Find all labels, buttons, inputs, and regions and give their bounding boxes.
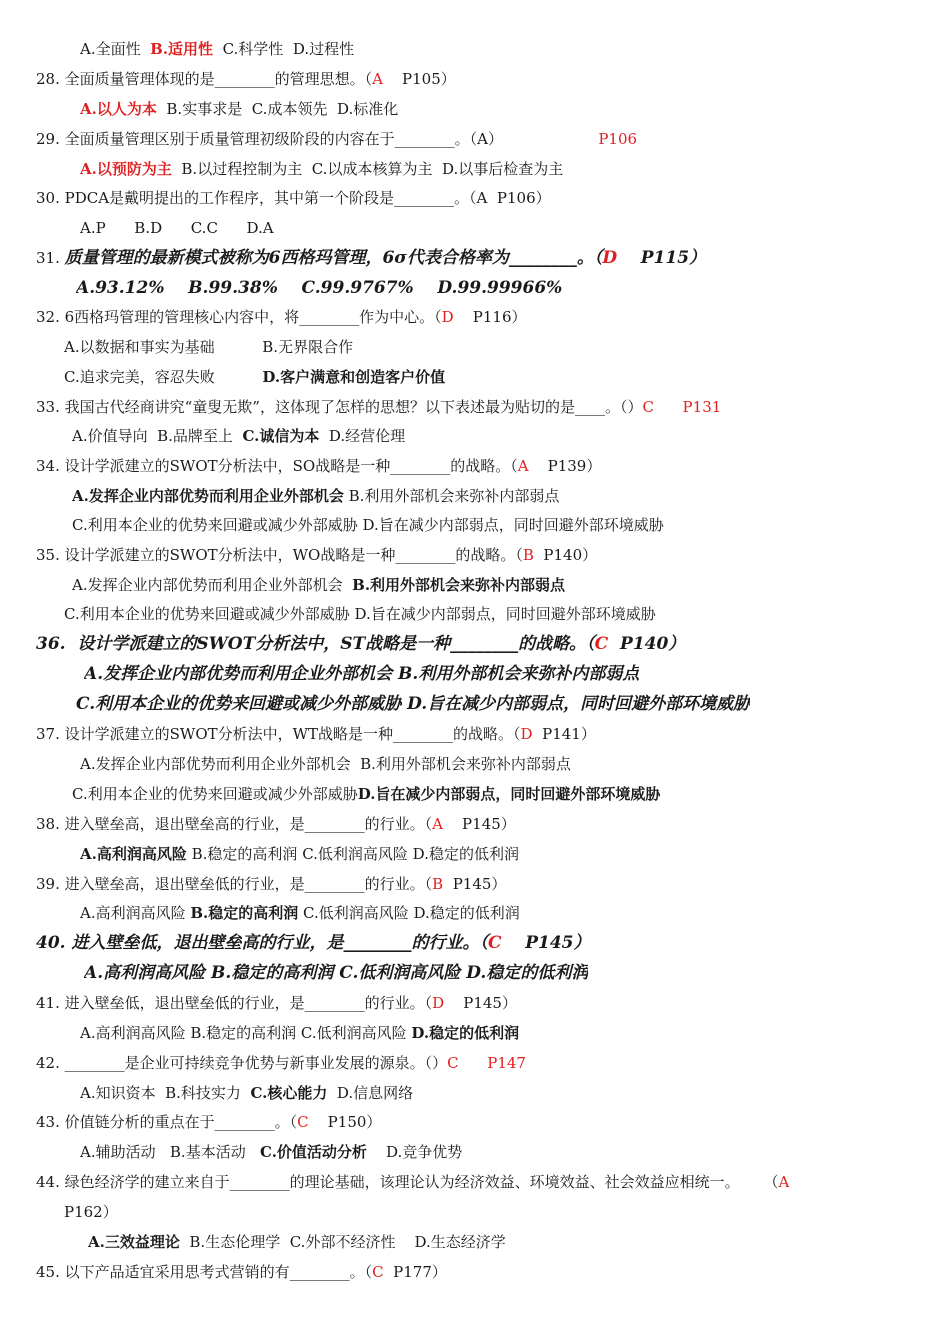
text-segment: A.高利润高风险 [80,845,187,863]
text-segment: A.发挥企业内部优势而利用企业外部机会 B.利用外部机会来弥补内部弱点 [80,755,571,773]
text-segment: A.高利润高风险 B.稳定的高利润 C.低利润高风险 D.稳定的低利润 [84,963,589,983]
text-segment: C P131 [642,398,722,416]
text-line [36,1257,447,1287]
text-line [72,779,660,809]
text-segment: A.发挥企业内部优势而利用企业外部机会 [72,576,353,594]
text-segment: 44. 绿色经济学的建立来自于________的理论基础，该理论认为经济效益、环境效益、社会效益应相统一。 （ [36,1173,779,1191]
text-segment: 36. 设计学派建立的SWOT分析法中，ST战略是一种________的战略。（ [36,634,595,654]
text-line [36,183,551,213]
text-line [36,451,601,481]
text-line [36,302,527,332]
text-segment: C.低利润高风险 D.稳定的低利润 [298,904,520,922]
text-segment: D [520,725,533,743]
text-segment: 33. 我国古代经商讲究“童叟无欺”，这体现了怎样的思想？以下表述最为贴切的是____。（） [36,398,643,416]
text-segment: A.以预防为主 [80,160,172,178]
text-segment: A.高利润高风险 B.稳定的高利润 C.低利润高风险 [80,1024,412,1042]
text-segment: C.利用本企业的优势来回避或减少外部威胁 [72,785,358,803]
text-line [80,213,274,243]
text-line [72,481,559,511]
text-line [76,689,750,719]
text-segment: C.利用本企业的优势来回避或减少外部威胁 D.旨在减少内部弱点，同时回避外部环境威胁 [76,694,751,714]
text-line [80,839,519,869]
text-segment: P177） [383,1263,447,1281]
text-segment: 30. PDCA是戴明提出的工作程序，其中第一个阶段是________。（A P106） [36,189,551,207]
text-line [64,1197,118,1227]
text-line [36,719,596,749]
text-line [76,273,562,303]
text-segment: P140） [608,634,686,654]
text-line [36,809,516,839]
text-segment: A.以人为本 [80,100,157,118]
text-line [84,958,588,988]
text-segment: 31. [36,249,65,267]
text-line [80,154,563,184]
text-segment: P162） [64,1203,118,1221]
text-segment: 40. 进入壁垒低，退出壁垒高的行业，是________的行业。（ [36,933,488,953]
text-segment: A [432,815,443,833]
text-segment: A.价值导向 B.品牌至上 [72,427,243,445]
text-segment: B.稳定的高利润 [190,904,299,922]
text-segment: 42. ________是企业可持续竞争优势与新事业发展的源泉。（） [36,1054,448,1072]
text-segment: C [297,1113,309,1131]
text-segment: C.核心能力 [250,1084,328,1102]
text-segment: B.适用性 [150,40,214,58]
text-line [36,64,456,94]
text-segment: C.诚信为本 [242,427,320,445]
text-segment: A [372,70,383,88]
text-segment: C.价值活动分析 [260,1143,367,1161]
text-segment: A.三效益理论 [88,1233,180,1251]
text-segment: P115） [617,248,707,268]
text-segment: D.旨在减少内部弱点，同时回避外部环境威胁 [357,785,661,803]
text-segment: 32. 6西格玛管理的管理核心内容中，将________作为中心。（ [36,308,442,326]
text-segment: P145） [443,875,507,893]
text-line [72,510,664,540]
text-line [36,1107,381,1137]
text-segment: 29. 全面质量管理区别于质量管理初级阶段的内容在于________。（A） [36,130,599,148]
text-segment: 45. 以下产品适宜采用思考式营销的有________。（ [36,1263,373,1281]
text-line [88,1227,506,1257]
text-segment: A.知识资本 B.科技实力 [80,1084,251,1102]
text-line [36,243,706,273]
text-segment: B.稳定的高利润 C.低利润高风险 D.稳定的低利润 [186,845,519,863]
text-segment: D.经营伦理 [319,427,406,445]
text-segment: P145） [501,933,591,953]
text-segment: D [432,994,445,1012]
text-line [36,392,721,422]
text-line [36,124,637,154]
text-segment: C [488,933,502,953]
text-segment: P141） [532,725,596,743]
text-segment: 37. 设计学派建立的SWOT分析法中，WT战略是一种________的战略。（ [36,725,521,743]
text-segment: 质量管理的最新模式被称为6西格玛管理，6σ代表合格率为________。（ [64,248,603,268]
text-segment: P116） [453,308,527,326]
text-segment: A.发挥企业内部优势而利用企业外部机会 [72,487,344,505]
text-segment: B.以过程控制为主 C.以成本核算为主 D.以事后检查为主 [171,160,564,178]
text-segment: C.科学性 D.过程性 [213,40,355,58]
text-segment: D.稳定的低利润 [411,1024,520,1042]
text-line [36,869,506,899]
text-line [64,362,445,392]
text-segment: P106 [598,130,638,148]
text-segment: B.利用外部机会来弥补内部弱点 [343,487,560,505]
text-line [72,570,565,600]
text-segment: C.利用本企业的优势来回避或减少外部威胁 D.旨在减少内部弱点，同时回避外部环境威胁 [72,516,664,534]
text-segment: C.追求完美，容忍失败 [64,368,263,386]
text-line [80,94,398,124]
text-segment: 35. 设计学派建立的SWOT分析法中，WO战略是一种________的战略。（ [36,546,523,564]
text-line [36,1167,789,1197]
text-line [80,1078,413,1108]
text-line [80,749,571,779]
text-segment: P105） [382,70,456,88]
text-segment: A.以数据和事实为基础 B.无界限合作 [64,338,354,356]
text-segment: B [432,875,444,893]
text-line [36,540,597,570]
text-segment: B.生态伦理学 C.外部不经济性 D.生态经济学 [179,1233,506,1251]
text-segment: P150） [308,1113,382,1131]
text-segment: 43. 价值链分析的重点在于________。（ [36,1113,298,1131]
text-segment: A [778,1173,790,1191]
text-segment: C [372,1263,384,1281]
text-segment: A.93.12% B.99.38% C.99.9767% D.99.99966% [76,278,563,298]
text-line [36,988,517,1018]
text-segment: D [441,308,454,326]
text-segment: P139） [528,457,602,475]
text-line [80,34,354,64]
text-line [36,1048,526,1078]
text-segment: D [602,248,618,268]
text-segment: A.P B.D C.C D.A [80,219,274,237]
text-segment: B [522,546,534,564]
text-segment: A [517,457,529,475]
text-line [84,659,639,689]
text-line [64,599,656,629]
text-segment: D.竞争优势 [366,1143,463,1161]
text-segment: C [594,634,609,654]
text-segment: A.高利润高风险 [80,904,191,922]
text-segment: B.实事求是 C.成本领先 D.标准化 [156,100,399,118]
text-segment: 28. 全面质量管理体现的是________的管理思想。（ [36,70,373,88]
text-line [64,332,353,362]
text-segment: D.客户满意和创造客户价值 [262,368,446,386]
text-line [36,629,685,659]
text-segment: 38. 进入壁垒高，退出壁垒高的行业，是________的行业。（ [36,815,433,833]
text-segment: B.利用外部机会来弥补内部弱点 [352,576,566,594]
text-segment: A.全面性 [80,40,151,58]
text-line [80,898,520,928]
text-line [36,928,590,958]
text-segment: P145） [444,994,517,1012]
text-segment: C.利用本企业的优势来回避或减少外部威胁 D.旨在减少内部弱点，同时回避外部环境威胁 [64,605,656,623]
text-line [80,1018,519,1048]
text-segment: 34. 设计学派建立的SWOT分析法中，SO战略是一种________的战略。（ [36,457,518,475]
text-segment: A.发挥企业内部优势而利用企业外部机会 B.利用外部机会来弥补内部弱点 [84,664,640,684]
text-segment: 41. 进入壁垒低，退出壁垒低的行业，是________的行业。（ [36,994,433,1012]
text-segment: P145） [442,815,516,833]
text-segment: A.辅助活动 B.基本活动 [80,1143,261,1161]
text-segment: P140） [533,546,598,564]
text-segment: D.信息网络 [327,1084,414,1102]
text-segment: 39. 进入壁垒高，退出壁垒低的行业，是________的行业。（ [36,875,433,893]
text-segment: C P147 [447,1054,526,1072]
text-line [80,1137,462,1167]
text-line [72,421,405,451]
